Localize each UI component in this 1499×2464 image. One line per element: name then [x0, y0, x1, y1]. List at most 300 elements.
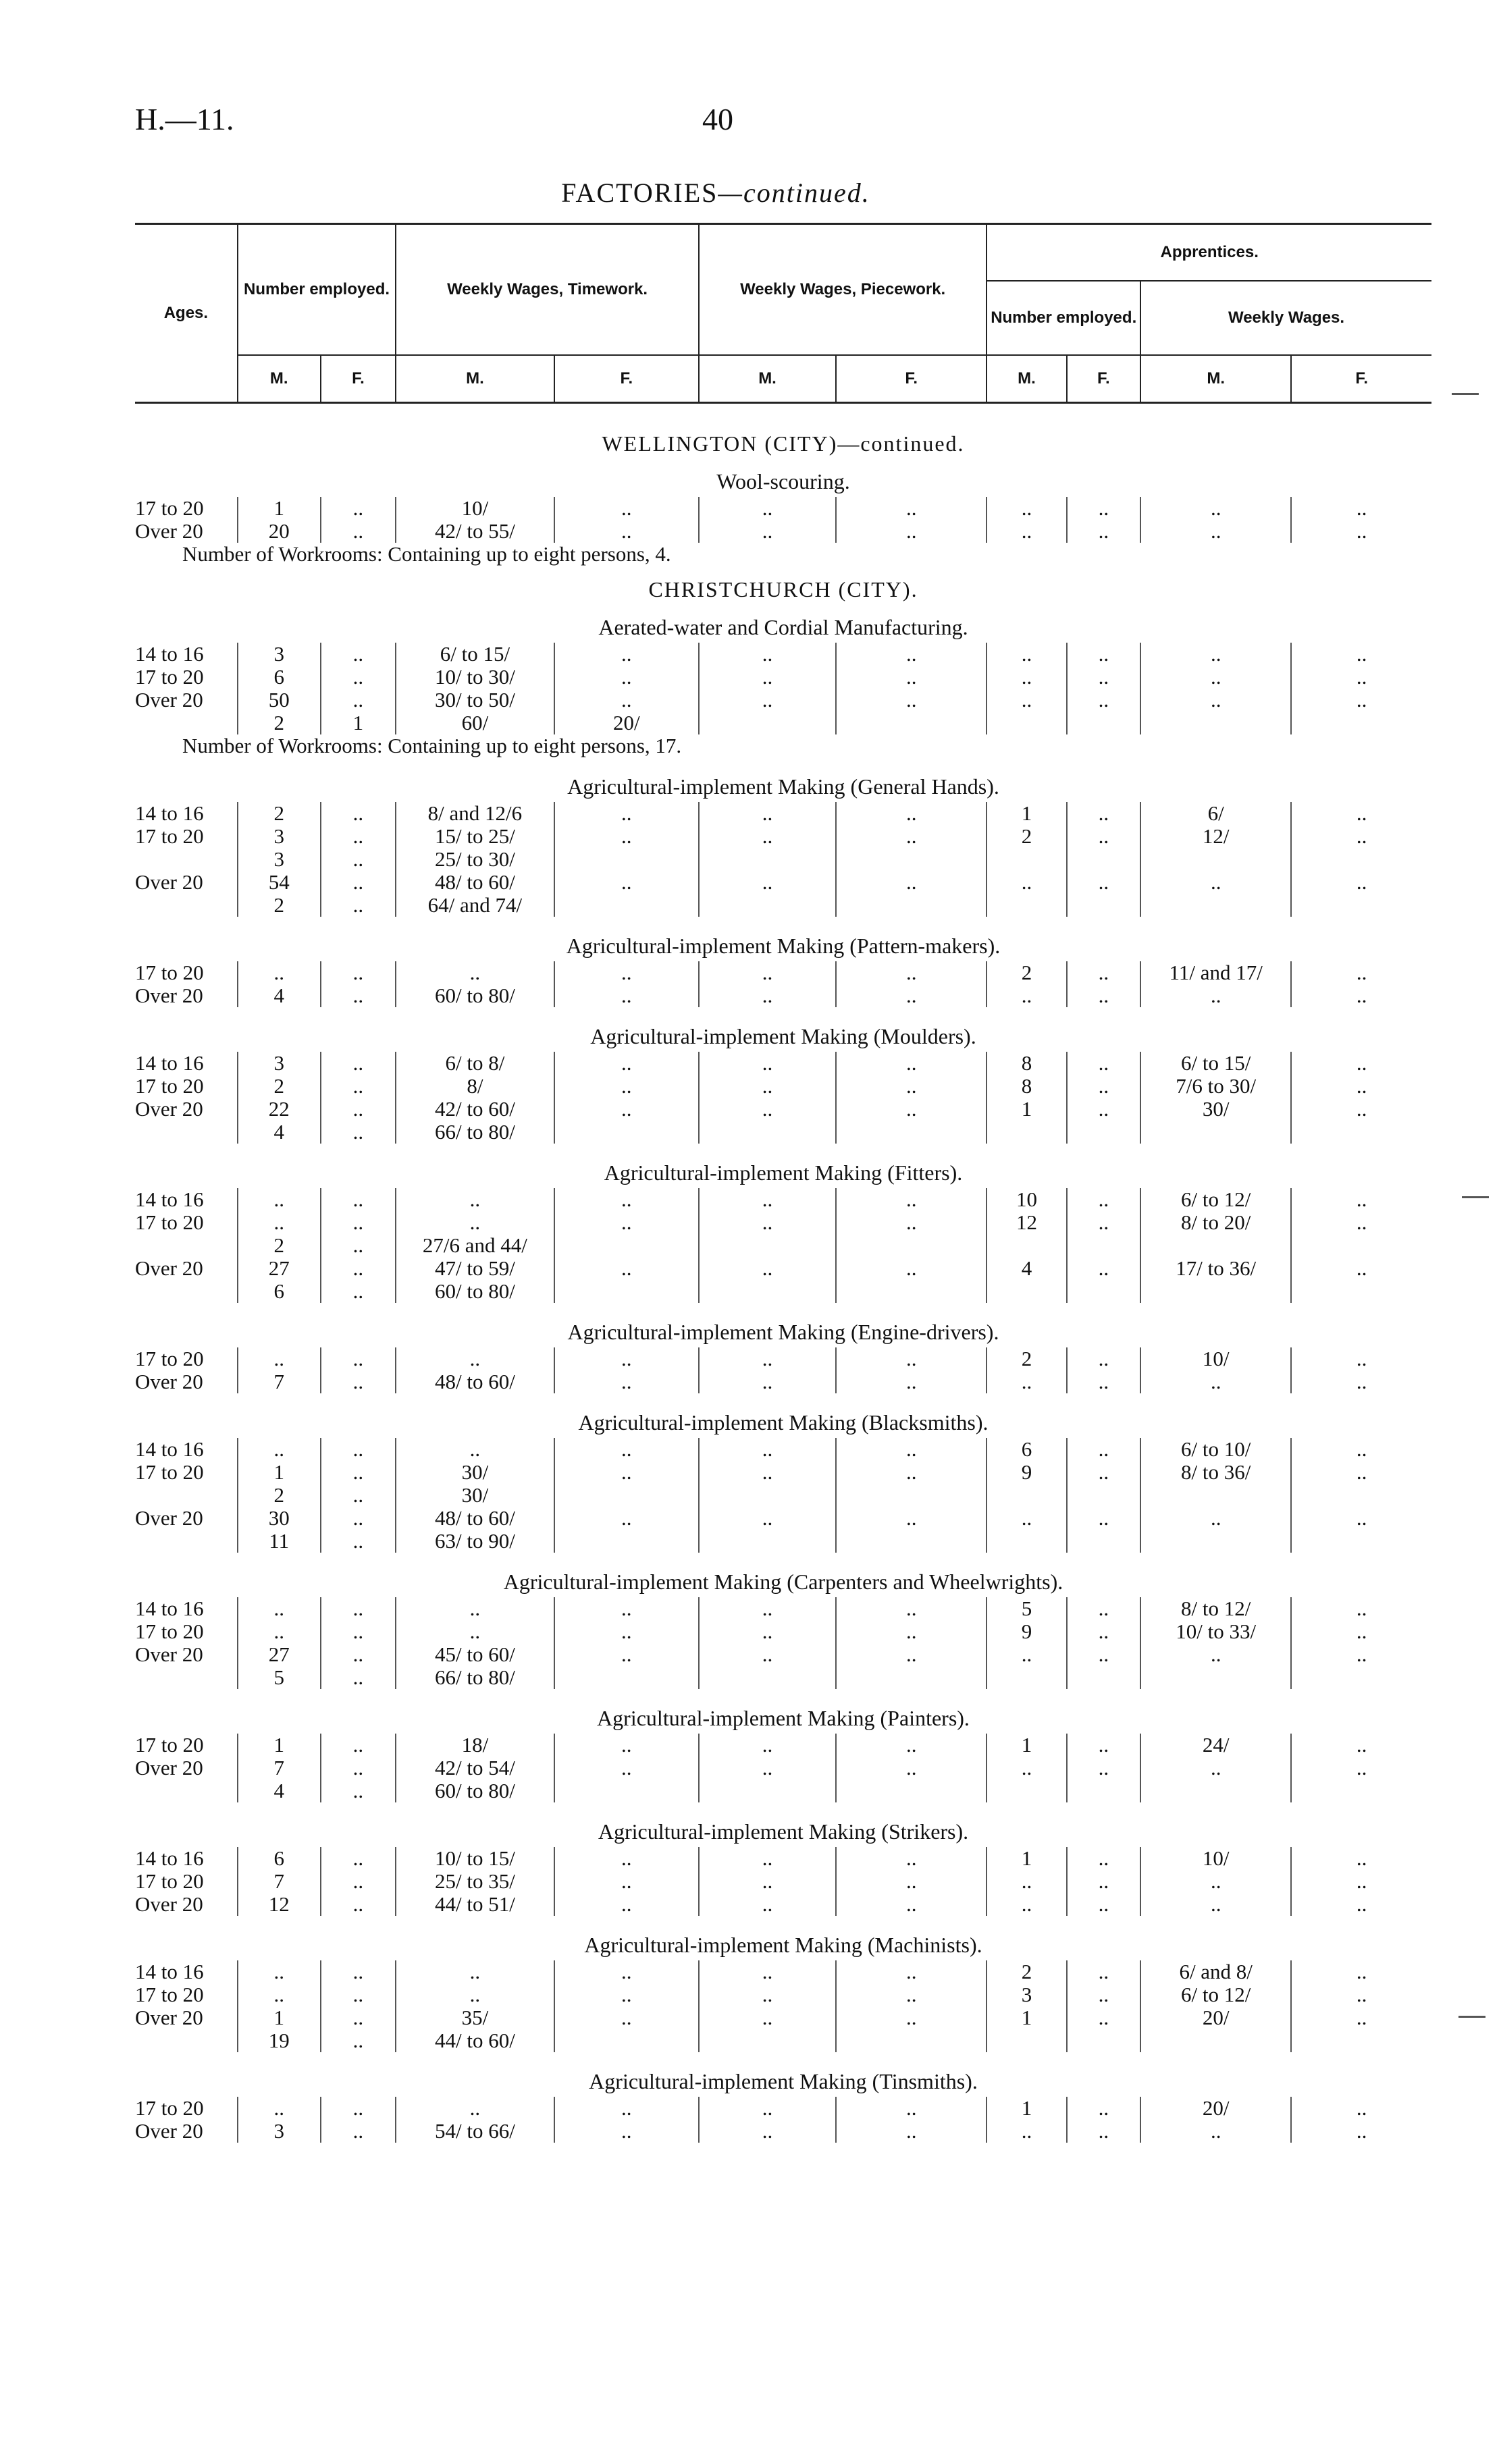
table-row — [135, 520, 1431, 543]
timework-female-cell: .. — [554, 1643, 699, 1666]
apprentice-wages-male-cell: .. — [1140, 520, 1291, 543]
header-apprentices-number-employed: Number employed. — [987, 281, 1140, 355]
apprentice-wages-female-cell — [1291, 1280, 1431, 1303]
timework-female-cell: .. — [554, 1347, 699, 1370]
apprentice-wages-male-cell — [1140, 1121, 1291, 1144]
employed-male-cell: 2 — [238, 802, 321, 825]
age-cell — [135, 1779, 238, 1802]
employed-female-cell: .. — [321, 497, 396, 520]
apprentice-wages-male-cell: .. — [1140, 643, 1291, 666]
apprentice-employed-female-cell: .. — [1067, 871, 1140, 894]
apprentice-wages-female-cell: .. — [1291, 1620, 1431, 1643]
table-row — [135, 1280, 1431, 1303]
employed-female-cell: .. — [321, 520, 396, 543]
piecework-male-cell: .. — [699, 666, 836, 689]
employed-male-cell: 6 — [238, 666, 321, 689]
employed-female-cell: .. — [321, 1960, 396, 1983]
timework-male-cell: 10/ — [396, 497, 554, 520]
gap-cell — [135, 1393, 1431, 1400]
age-cell: 14 to 16 — [135, 1960, 204, 1983]
employed-female-cell: .. — [321, 1098, 396, 1121]
piecework-male-cell — [699, 1530, 836, 1553]
apprentice-employed-female-cell: .. — [1067, 1438, 1140, 1461]
apprentice-employed-male-cell — [987, 1779, 1066, 1802]
apprentice-employed-female-cell: .. — [1067, 1098, 1140, 1121]
piecework-male-cell: .. — [699, 2097, 836, 2120]
apprentice-wages-male-cell: 10/ — [1140, 1847, 1291, 1870]
employed-male-cell: 6 — [238, 1280, 321, 1303]
apprentice-wages-male-cell: .. — [1140, 1643, 1291, 1666]
apprentice-employed-male-cell: 12 — [987, 1211, 1066, 1234]
employed-female-cell: .. — [321, 1234, 396, 1257]
timework-male-cell: 6/ to 8/ — [396, 1052, 554, 1075]
piecework-male-cell: .. — [699, 1211, 836, 1234]
apprentice-employed-female-cell — [1067, 894, 1140, 917]
apprentice-employed-female-cell: .. — [1067, 2006, 1140, 2029]
apprentice-wages-male-cell: 24/ — [1140, 1734, 1291, 1757]
apprentice-wages-male-cell: 10/ — [1140, 1347, 1291, 1370]
piecework-male-cell — [699, 1779, 836, 1802]
apprentice-employed-male-cell: 1 — [987, 1734, 1066, 1757]
piecework-male-cell: .. — [699, 1188, 836, 1211]
employed-female-cell: .. — [321, 1461, 396, 1484]
industry-heading-row — [135, 1696, 1431, 1734]
industry-heading: Agricultural-implement Making (Tinsmiths). — [589, 2069, 978, 2093]
apprentice-employed-female-cell: .. — [1067, 825, 1140, 848]
age-cell: 17 to 20 — [135, 961, 204, 984]
apprentice-wages-female-cell: .. — [1291, 1870, 1431, 1893]
timework-male-cell: 30/ — [396, 1461, 554, 1484]
gap-cell — [135, 566, 1431, 572]
apprentice-wages-male-cell: 20/ — [1140, 2097, 1291, 2120]
employed-female-cell: .. — [321, 894, 396, 917]
apprentice-employed-female-cell: .. — [1067, 1983, 1140, 2006]
age-cell: 17 to 20 — [135, 1347, 204, 1370]
table-row — [135, 1461, 1431, 1484]
employed-male-cell: 6 — [238, 1847, 321, 1870]
industry-heading: Aerated-water and Cordial Manufacturing. — [598, 615, 968, 639]
gap-cell — [135, 2052, 1431, 2059]
apprentice-employed-female-cell: .. — [1067, 497, 1140, 520]
employed-female-cell: .. — [321, 2029, 396, 2052]
apprentice-wages-male-cell: 6/ — [1140, 802, 1291, 825]
apprentice-wages-male-cell — [1140, 2029, 1291, 2052]
apprentice-employed-female-cell: .. — [1067, 1870, 1140, 1893]
employed-male-cell: 7 — [238, 1870, 321, 1893]
employed-male-cell: 2 — [238, 1484, 321, 1507]
apprentice-employed-male-cell — [987, 1530, 1066, 1553]
apprentice-wages-female-cell: .. — [1291, 1643, 1431, 1666]
city-heading: WELLINGTON (CITY)—continued. — [602, 431, 965, 456]
apprentice-employed-female-cell — [1067, 1666, 1140, 1689]
apprentice-employed-female-cell: .. — [1067, 1620, 1140, 1643]
industry-heading: Agricultural-implement Making (Fitters). — [604, 1160, 963, 1185]
apprentice-wages-female-cell — [1291, 1779, 1431, 1802]
timework-male-cell: .. — [396, 1188, 554, 1211]
age-cell — [135, 712, 238, 734]
table-row — [135, 1211, 1431, 1234]
apprentice-wages-male-cell: 8/ to 36/ — [1140, 1461, 1291, 1484]
piecework-female-cell — [836, 1530, 987, 1553]
employed-male-cell: .. — [238, 961, 321, 984]
industry-heading: Agricultural-implement Making (General Hands). — [567, 774, 999, 799]
section-gap — [135, 1689, 1431, 1696]
section-gap — [135, 1007, 1431, 1014]
timework-female-cell: .. — [554, 825, 699, 848]
page-number: 40 — [702, 102, 733, 136]
table-row — [135, 1847, 1431, 1870]
industry-heading-row — [135, 1014, 1431, 1052]
table-row — [135, 802, 1431, 825]
age-cell: 14 to 16 — [135, 642, 204, 666]
apprentice-employed-female-cell: .. — [1067, 961, 1140, 984]
apprentice-wages-female-cell — [1291, 712, 1431, 734]
industry-heading-row — [135, 605, 1431, 643]
gap-cell — [135, 2143, 1431, 2149]
employed-male-cell: 7 — [238, 1757, 321, 1779]
timework-male-cell: 44/ to 51/ — [396, 1893, 554, 1916]
table-row — [135, 1052, 1431, 1075]
piecework-female-cell: .. — [836, 2097, 987, 2120]
age-cell: 14 to 16 — [135, 1597, 204, 1620]
table-row — [135, 1188, 1431, 1211]
industry-heading-row — [135, 1400, 1431, 1438]
table-row — [135, 2120, 1431, 2143]
timework-male-cell: 54/ to 66/ — [396, 2120, 554, 2143]
employed-male-cell: 19 — [238, 2029, 321, 2052]
employed-female-cell: .. — [321, 2006, 396, 2029]
age-cell: 14 to 16 — [135, 801, 204, 825]
employed-female-cell: .. — [321, 689, 396, 712]
gap-cell — [135, 1802, 1431, 1809]
timework-female-cell: .. — [554, 1757, 699, 1779]
employed-male-cell: .. — [238, 1347, 321, 1370]
timework-male-cell: .. — [396, 961, 554, 984]
header-weekly-wages-piecework: Weekly Wages, Piecework. — [699, 224, 987, 356]
timework-male-cell: 8/ and 12/6 — [396, 802, 554, 825]
gap-cell — [135, 1916, 1431, 1923]
employed-male-cell: 4 — [238, 1121, 321, 1144]
apprentice-employed-female-cell: .. — [1067, 2097, 1140, 2120]
apprentice-wages-female-cell: .. — [1291, 1893, 1431, 1916]
piecework-female-cell: .. — [836, 1211, 987, 1234]
piecework-female-cell: .. — [836, 984, 987, 1007]
employed-male-cell: .. — [238, 1620, 321, 1643]
timework-male-cell: 18/ — [396, 1734, 554, 1757]
timework-male-cell: 45/ to 60/ — [396, 1643, 554, 1666]
apprentice-wages-female-cell — [1291, 848, 1431, 871]
age-cell — [135, 894, 238, 917]
piecework-female-cell: .. — [836, 2120, 987, 2143]
age-cell: 17 to 20 — [135, 1210, 204, 1234]
apprentice-wages-male-cell — [1140, 712, 1291, 734]
industry-heading-row — [135, 1310, 1431, 1347]
piecework-female-cell — [836, 1666, 987, 1689]
employed-female-cell: .. — [321, 1257, 396, 1280]
apprentice-employed-female-cell: .. — [1067, 1347, 1140, 1370]
timework-female-cell: .. — [554, 2120, 699, 2143]
age-cell: Over 20 — [135, 1370, 203, 1393]
apprentice-employed-female-cell: .. — [1067, 1257, 1140, 1280]
industry-heading: Wool-scouring. — [716, 469, 850, 493]
timework-female-cell — [554, 1530, 699, 1553]
piecework-male-cell: .. — [699, 520, 836, 543]
timework-female-cell: .. — [554, 1734, 699, 1757]
piecework-female-cell: .. — [836, 1098, 987, 1121]
piecework-female-cell: .. — [836, 643, 987, 666]
age-cell: Over 20 — [135, 1756, 203, 1779]
industry-heading-row — [135, 1150, 1431, 1188]
piecework-female-cell — [836, 1779, 987, 1802]
timework-male-cell: 48/ to 60/ — [396, 871, 554, 894]
industry-heading-row — [135, 459, 1431, 497]
apprentice-wages-male-cell: .. — [1140, 1507, 1291, 1530]
age-cell: 17 to 20 — [135, 1460, 204, 1484]
document-reference: H.—11. — [135, 102, 234, 136]
apprentice-employed-female-cell: .. — [1067, 1734, 1140, 1757]
piecework-female-cell — [836, 1280, 987, 1303]
apprentice-wages-female-cell: .. — [1291, 1847, 1431, 1870]
employed-female-cell: .. — [321, 1847, 396, 1870]
table-row — [135, 643, 1431, 666]
employed-female-cell: .. — [321, 1983, 396, 2006]
timework-female-cell: .. — [554, 520, 699, 543]
timework-male-cell: 8/ — [396, 1075, 554, 1098]
apprentice-wages-female-cell: .. — [1291, 1983, 1431, 2006]
age-cell — [135, 1280, 238, 1303]
timework-female-cell: .. — [554, 1507, 699, 1530]
age-cell: Over 20 — [135, 519, 203, 543]
factories-wages-table — [135, 223, 1431, 2149]
employed-male-cell: .. — [238, 2097, 321, 2120]
timework-female-cell: .. — [554, 1370, 699, 1393]
employed-female-cell: .. — [321, 1757, 396, 1779]
apprentice-employed-male-cell: 1 — [987, 802, 1066, 825]
employed-male-cell: 3 — [238, 2120, 321, 2143]
table-row — [135, 1734, 1431, 1757]
age-cell: 17 to 20 — [135, 496, 204, 520]
timework-female-cell: .. — [554, 2097, 699, 2120]
industry-heading-row — [135, 1809, 1431, 1847]
apprentice-wages-male-cell: .. — [1140, 871, 1291, 894]
piecework-male-cell: .. — [699, 1075, 836, 1098]
table-row — [135, 1438, 1431, 1461]
piecework-female-cell — [836, 2029, 987, 2052]
timework-female-cell — [554, 1666, 699, 1689]
apprentice-employed-male-cell: .. — [987, 1643, 1066, 1666]
employed-female-cell: .. — [321, 1597, 396, 1620]
table-row — [135, 2029, 1431, 2052]
margin-mark — [1462, 1196, 1489, 1198]
table-row — [135, 2097, 1431, 2120]
piecework-male-cell: .. — [699, 1870, 836, 1893]
age-cell: 14 to 16 — [135, 1051, 204, 1075]
gap-cell — [135, 1553, 1431, 1559]
table-row — [135, 1870, 1431, 1893]
piecework-female-cell: .. — [836, 1257, 987, 1280]
apprentice-wages-male-cell: 6/ and 8/ — [1140, 1960, 1291, 1983]
piecework-male-cell: .. — [699, 1098, 836, 1121]
timework-female-cell: .. — [554, 1461, 699, 1484]
gap-cell — [135, 917, 1431, 923]
timework-female-cell: .. — [554, 1188, 699, 1211]
timework-male-cell: 27/6 and 44/ — [396, 1234, 554, 1257]
table-row — [135, 1234, 1431, 1257]
apprentice-employed-male-cell: 8 — [987, 1075, 1066, 1098]
apprentice-employed-male-cell: .. — [987, 1893, 1066, 1916]
timework-male-cell: 42/ to 55/ — [396, 520, 554, 543]
table-row — [135, 1257, 1431, 1280]
apprentice-employed-male-cell: .. — [987, 520, 1066, 543]
piecework-female-cell: .. — [836, 871, 987, 894]
table-row — [135, 1960, 1431, 1983]
piecework-male-cell — [699, 1484, 836, 1507]
timework-female-cell: .. — [554, 984, 699, 1007]
section-gap — [135, 1802, 1431, 1809]
piecework-female-cell — [836, 848, 987, 871]
table-row — [135, 984, 1431, 1007]
apprentice-employed-female-cell: .. — [1067, 802, 1140, 825]
apprentice-employed-male-cell: 6 — [987, 1438, 1066, 1461]
employed-female-cell: .. — [321, 643, 396, 666]
timework-female-cell: .. — [554, 1893, 699, 1916]
apprentice-employed-female-cell: .. — [1067, 1188, 1140, 1211]
apprentice-wages-female-cell: .. — [1291, 984, 1431, 1007]
piecework-female-cell: .. — [836, 1870, 987, 1893]
apprentice-employed-male-cell: .. — [987, 1757, 1066, 1779]
employed-male-cell: 11 — [238, 1530, 321, 1553]
piecework-male-cell — [699, 894, 836, 917]
apprentice-wages-female-cell: .. — [1291, 689, 1431, 712]
employed-male-cell: 3 — [238, 848, 321, 871]
section-gap — [135, 917, 1431, 923]
piecework-female-cell: .. — [836, 802, 987, 825]
apprentice-wages-female-cell: .. — [1291, 1052, 1431, 1075]
apprentice-employed-female-cell: .. — [1067, 1757, 1140, 1779]
apprentice-wages-female-cell — [1291, 1666, 1431, 1689]
timework-female-cell: .. — [554, 1098, 699, 1121]
city-heading: CHRISTCHURCH (CITY). — [648, 577, 918, 601]
piecework-male-cell — [699, 2029, 836, 2052]
apprentice-wages-male-cell: 12/ — [1140, 825, 1291, 848]
piecework-male-cell: .. — [699, 1983, 836, 2006]
apprentice-employed-male-cell: 2 — [987, 961, 1066, 984]
employed-male-cell: 2 — [238, 894, 321, 917]
employed-male-cell: 2 — [238, 1234, 321, 1257]
employed-male-cell: 22 — [238, 1098, 321, 1121]
apprentice-wages-female-cell: .. — [1291, 1257, 1431, 1280]
timework-female-cell: .. — [554, 2006, 699, 2029]
apprentice-wages-male-cell: 11/ and 17/ — [1140, 961, 1291, 984]
piecework-male-cell: .. — [699, 825, 836, 848]
apprentice-employed-male-cell: 10 — [987, 1188, 1066, 1211]
apprentice-employed-female-cell: .. — [1067, 1461, 1140, 1484]
section-gap — [135, 1916, 1431, 1923]
header-female: F. — [836, 355, 987, 403]
employed-male-cell: 27 — [238, 1643, 321, 1666]
piecework-male-cell: .. — [699, 1960, 836, 1983]
timework-female-cell: .. — [554, 871, 699, 894]
apprentice-wages-male-cell: 7/6 to 30/ — [1140, 1075, 1291, 1098]
employed-male-cell: 3 — [238, 825, 321, 848]
piecework-male-cell — [699, 1121, 836, 1144]
timework-male-cell: 30/ — [396, 1484, 554, 1507]
apprentice-employed-female-cell — [1067, 1234, 1140, 1257]
apprentice-employed-female-cell: .. — [1067, 689, 1140, 712]
piecework-male-cell — [699, 1280, 836, 1303]
table-row — [135, 1757, 1431, 1779]
industry-heading: Agricultural-implement Making (Pattern-makers). — [566, 934, 1001, 958]
apprentice-wages-female-cell: .. — [1291, 2006, 1431, 2029]
apprentice-wages-male-cell: .. — [1140, 984, 1291, 1007]
age-cell: Over 20 — [135, 1097, 203, 1121]
timework-male-cell: 66/ to 80/ — [396, 1666, 554, 1689]
title-continued: —continued. — [718, 178, 870, 208]
apprentice-employed-male-cell: 1 — [987, 2097, 1066, 2120]
apprentice-wages-female-cell: .. — [1291, 825, 1431, 848]
age-cell: Over 20 — [135, 1506, 203, 1530]
timework-female-cell — [554, 2029, 699, 2052]
gap-cell — [135, 757, 1431, 764]
timework-male-cell: 48/ to 60/ — [396, 1370, 554, 1393]
piecework-male-cell — [699, 712, 836, 734]
employed-male-cell: 1 — [238, 1734, 321, 1757]
employed-male-cell: 30 — [238, 1507, 321, 1530]
piecework-male-cell: .. — [699, 643, 836, 666]
timework-female-cell: .. — [554, 666, 699, 689]
timework-male-cell: 66/ to 80/ — [396, 1121, 554, 1144]
employed-female-cell: .. — [321, 802, 396, 825]
piecework-female-cell: .. — [836, 1188, 987, 1211]
employed-male-cell: 1 — [238, 2006, 321, 2029]
piecework-male-cell: .. — [699, 1052, 836, 1075]
industry-heading-row — [135, 764, 1431, 802]
employed-male-cell: 5 — [238, 1666, 321, 1689]
apprentice-wages-female-cell: .. — [1291, 1370, 1431, 1393]
apprentice-wages-male-cell — [1140, 848, 1291, 871]
apprentice-employed-female-cell: .. — [1067, 984, 1140, 1007]
timework-male-cell: 15/ to 25/ — [396, 825, 554, 848]
table-row — [135, 1075, 1431, 1098]
age-cell: 14 to 16 — [135, 1437, 204, 1461]
piecework-female-cell: .. — [836, 1983, 987, 2006]
section-gap — [135, 1144, 1431, 1150]
piecework-female-cell: .. — [836, 1620, 987, 1643]
piecework-male-cell — [699, 1666, 836, 1689]
timework-male-cell: 48/ to 60/ — [396, 1507, 554, 1530]
apprentice-wages-male-cell: 6/ to 12/ — [1140, 1983, 1291, 2006]
apprentice-employed-male-cell: .. — [987, 871, 1066, 894]
workrooms-note-row — [135, 734, 1431, 757]
age-cell: Over 20 — [135, 1642, 203, 1666]
industry-heading-row — [135, 1923, 1431, 1960]
apprentice-wages-male-cell: .. — [1140, 689, 1291, 712]
apprentice-wages-male-cell: .. — [1140, 1893, 1291, 1916]
apprentice-employed-female-cell — [1067, 1530, 1140, 1553]
employed-female-cell: .. — [321, 1666, 396, 1689]
timework-female-cell: .. — [554, 1211, 699, 1234]
table-row — [135, 1484, 1431, 1507]
employed-male-cell: 1 — [238, 497, 321, 520]
header-male: M. — [1140, 355, 1291, 403]
piecework-male-cell: .. — [699, 1507, 836, 1530]
timework-male-cell: .. — [396, 1347, 554, 1370]
piecework-male-cell — [699, 1234, 836, 1257]
age-cell: 17 to 20 — [135, 1074, 204, 1098]
piecework-male-cell: .. — [699, 2120, 836, 2143]
table-row — [135, 1666, 1431, 1689]
apprentice-wages-male-cell: .. — [1140, 2120, 1291, 2143]
